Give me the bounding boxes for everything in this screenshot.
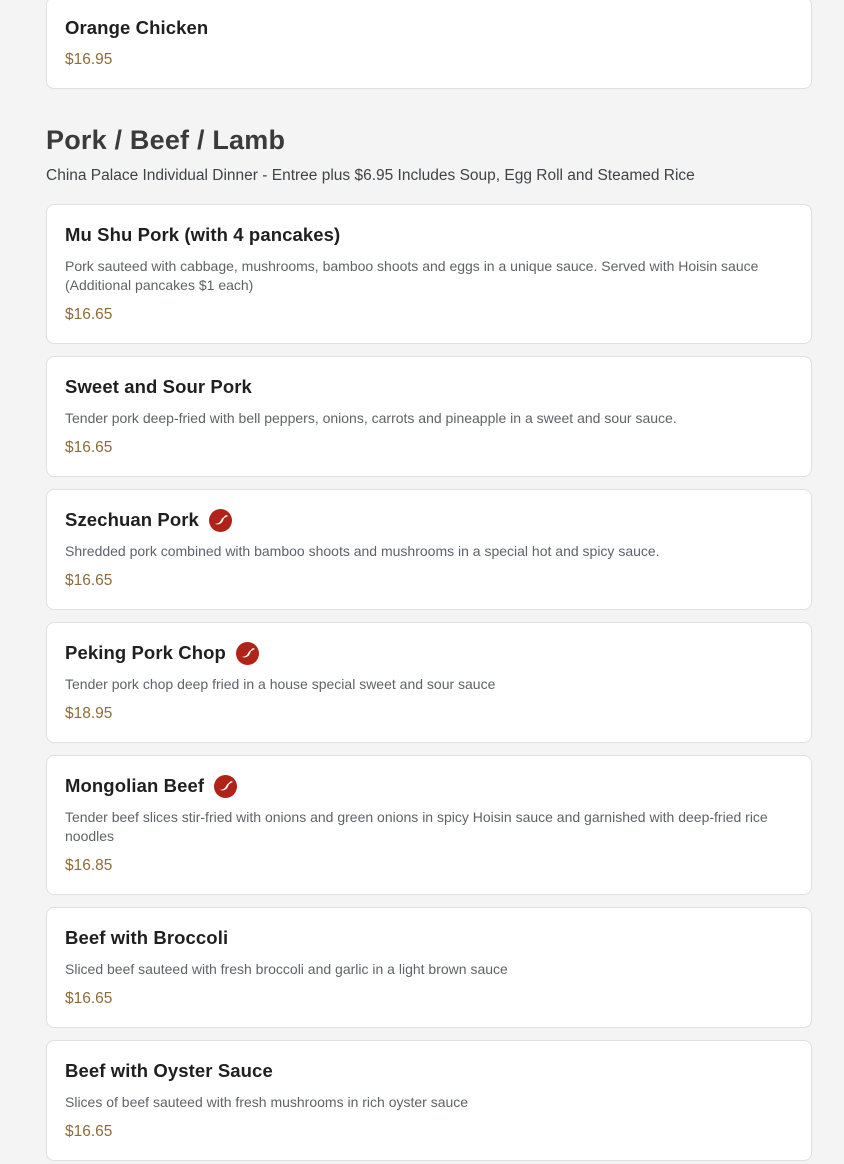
item-description: Tender pork deep-fried with bell peppers, onions, carrots and pineapple in a sweet and sour sauce. bbox=[65, 410, 677, 426]
item-price: $16.85 bbox=[65, 857, 113, 874]
item-name bbox=[65, 508, 793, 532]
menu-item-card[interactable] bbox=[46, 755, 812, 895]
item-price: $16.95 bbox=[65, 51, 113, 68]
item-name bbox=[65, 641, 793, 665]
menu-item-card[interactable] bbox=[46, 1040, 812, 1161]
item-price: $16.65 bbox=[65, 439, 113, 456]
menu-item-card[interactable] bbox=[46, 489, 812, 610]
item-name-label: Szechuan Pork bbox=[65, 509, 199, 530]
spicy-icon bbox=[214, 775, 237, 798]
item-description: Tender pork chop deep fried in a house special sweet and sour sauce bbox=[65, 676, 496, 692]
item-name bbox=[65, 1059, 793, 1083]
spicy-icon bbox=[209, 509, 232, 532]
item-description: Shredded pork combined with bamboo shoots and mushrooms in a special hot and spicy sauce. bbox=[65, 543, 660, 559]
item-name bbox=[65, 926, 793, 950]
section-subtitle: China Palace Individual Dinner - Entree plus $6.95 Includes Soup, Egg Roll and Steamed Rice bbox=[46, 167, 695, 184]
menu-item-card[interactable] bbox=[46, 356, 812, 477]
item-name bbox=[65, 223, 793, 247]
item-description: Slices of beef sauteed with fresh mushrooms in rich oyster sauce bbox=[65, 1094, 469, 1110]
spicy-icon bbox=[236, 642, 259, 665]
item-name bbox=[65, 375, 793, 399]
item-name-label: Mu Shu Pork (with 4 pancakes) bbox=[65, 224, 341, 245]
item-name-label: Mongolian Beef bbox=[65, 775, 205, 796]
item-price: $16.65 bbox=[65, 572, 113, 589]
item-description: Tender beef slices stir-fried with onions and green onions in spicy Hoisin sauce and garnished with deep-fried rice noodles bbox=[65, 809, 768, 844]
item-price: $16.65 bbox=[65, 1123, 113, 1140]
item-name-label: Sweet and Sour Pork bbox=[65, 376, 252, 397]
item-description: Sliced beef sauteed with fresh broccoli and garlic in a light brown sauce bbox=[65, 961, 508, 977]
menu-item-list bbox=[46, 204, 812, 1161]
item-price: $16.65 bbox=[65, 990, 113, 1007]
item-price: $16.65 bbox=[65, 306, 113, 323]
item-price: $18.95 bbox=[65, 705, 113, 722]
item-name: Orange Chicken bbox=[65, 17, 209, 38]
item-name bbox=[65, 774, 793, 798]
item-name-label: Peking Pork Chop bbox=[65, 642, 226, 663]
section-title: Pork / Beef / Lamb bbox=[46, 125, 286, 155]
item-name-label: Beef with Oyster Sauce bbox=[65, 1060, 273, 1081]
item-name-label: Beef with Broccoli bbox=[65, 927, 229, 948]
menu-item-card[interactable] bbox=[46, 0, 812, 89]
menu-item-card[interactable] bbox=[46, 622, 812, 743]
item-description: Pork sauteed with cabbage, mushrooms, bamboo shoots and eggs in a unique sauce. Served with Hoisin sauce (Additional pancakes $1 each) bbox=[65, 258, 759, 293]
menu-item-card[interactable] bbox=[46, 204, 812, 344]
menu-item-card[interactable] bbox=[46, 907, 812, 1028]
